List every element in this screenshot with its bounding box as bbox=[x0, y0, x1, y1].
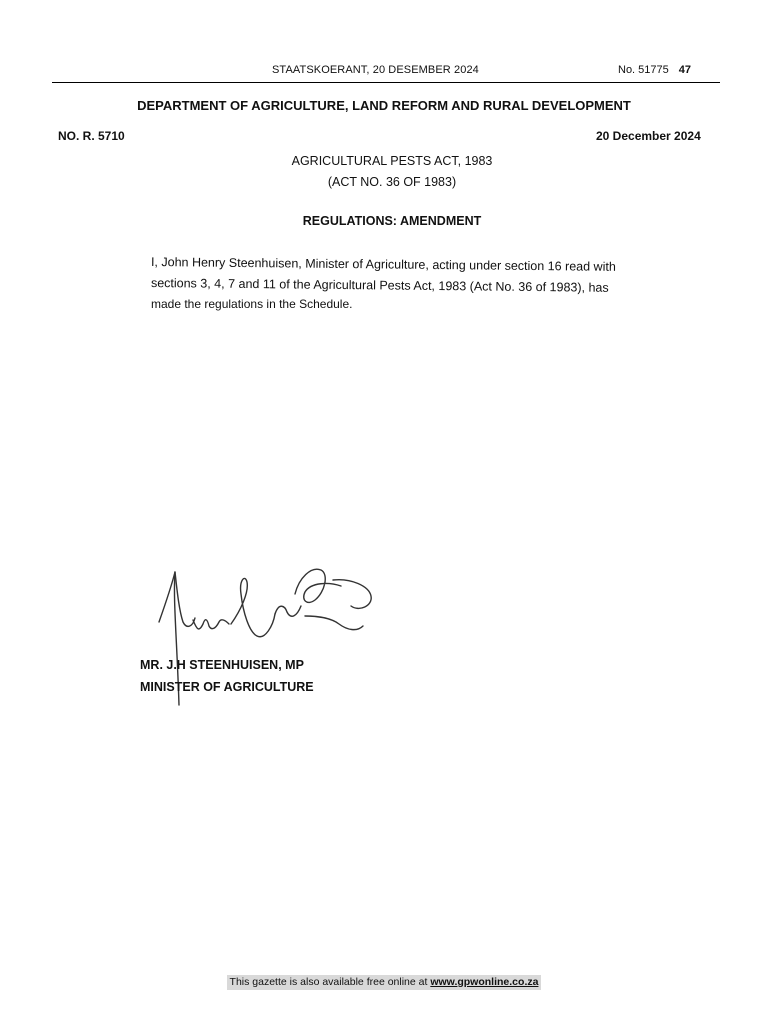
footer-text: This gazette is also available free online at bbox=[229, 976, 431, 988]
body-line-1: I, John Henry Steenhuisen, Minister of Agriculture, acting under section 16 read with bbox=[150, 255, 616, 274]
notice-number: NO. R. 5710 bbox=[58, 129, 125, 143]
footer-banner bbox=[227, 975, 541, 990]
body-line-3: made the regulations in the Schedule. bbox=[151, 297, 353, 311]
gazette-number: No. 51775 bbox=[618, 64, 669, 76]
header-rule bbox=[52, 82, 720, 83]
signatory-name: MR. J.H STEENHUISEN, MP bbox=[140, 658, 304, 672]
act-number: (ACT NO. 36 OF 1983) bbox=[327, 175, 457, 189]
notice-date: 20 December 2024 bbox=[596, 129, 701, 143]
regulations-title: REGULATIONS: AMENDMENT bbox=[302, 214, 482, 228]
department-heading: DEPARTMENT OF AGRICULTURE, LAND REFORM AND RURAL DEVELOPMENT bbox=[137, 98, 631, 113]
body-line-2: sections 3, 4, 7 and 11 of the Agricultural Pests Act, 1983 (Act No. 36 of 1983), has bbox=[150, 276, 609, 295]
page-number: 47 bbox=[678, 64, 692, 76]
footer-link[interactable]: www.gpwonline.co.za bbox=[430, 976, 539, 988]
signatory-title: MINISTER OF AGRICULTURE bbox=[140, 680, 314, 694]
gazette-title: STAATSKOERANT, 20 DESEMBER 2024 bbox=[272, 64, 479, 76]
gazette-number-and-page bbox=[618, 64, 691, 76]
act-title: AGRICULTURAL PESTS ACT, 1983 bbox=[291, 154, 493, 168]
